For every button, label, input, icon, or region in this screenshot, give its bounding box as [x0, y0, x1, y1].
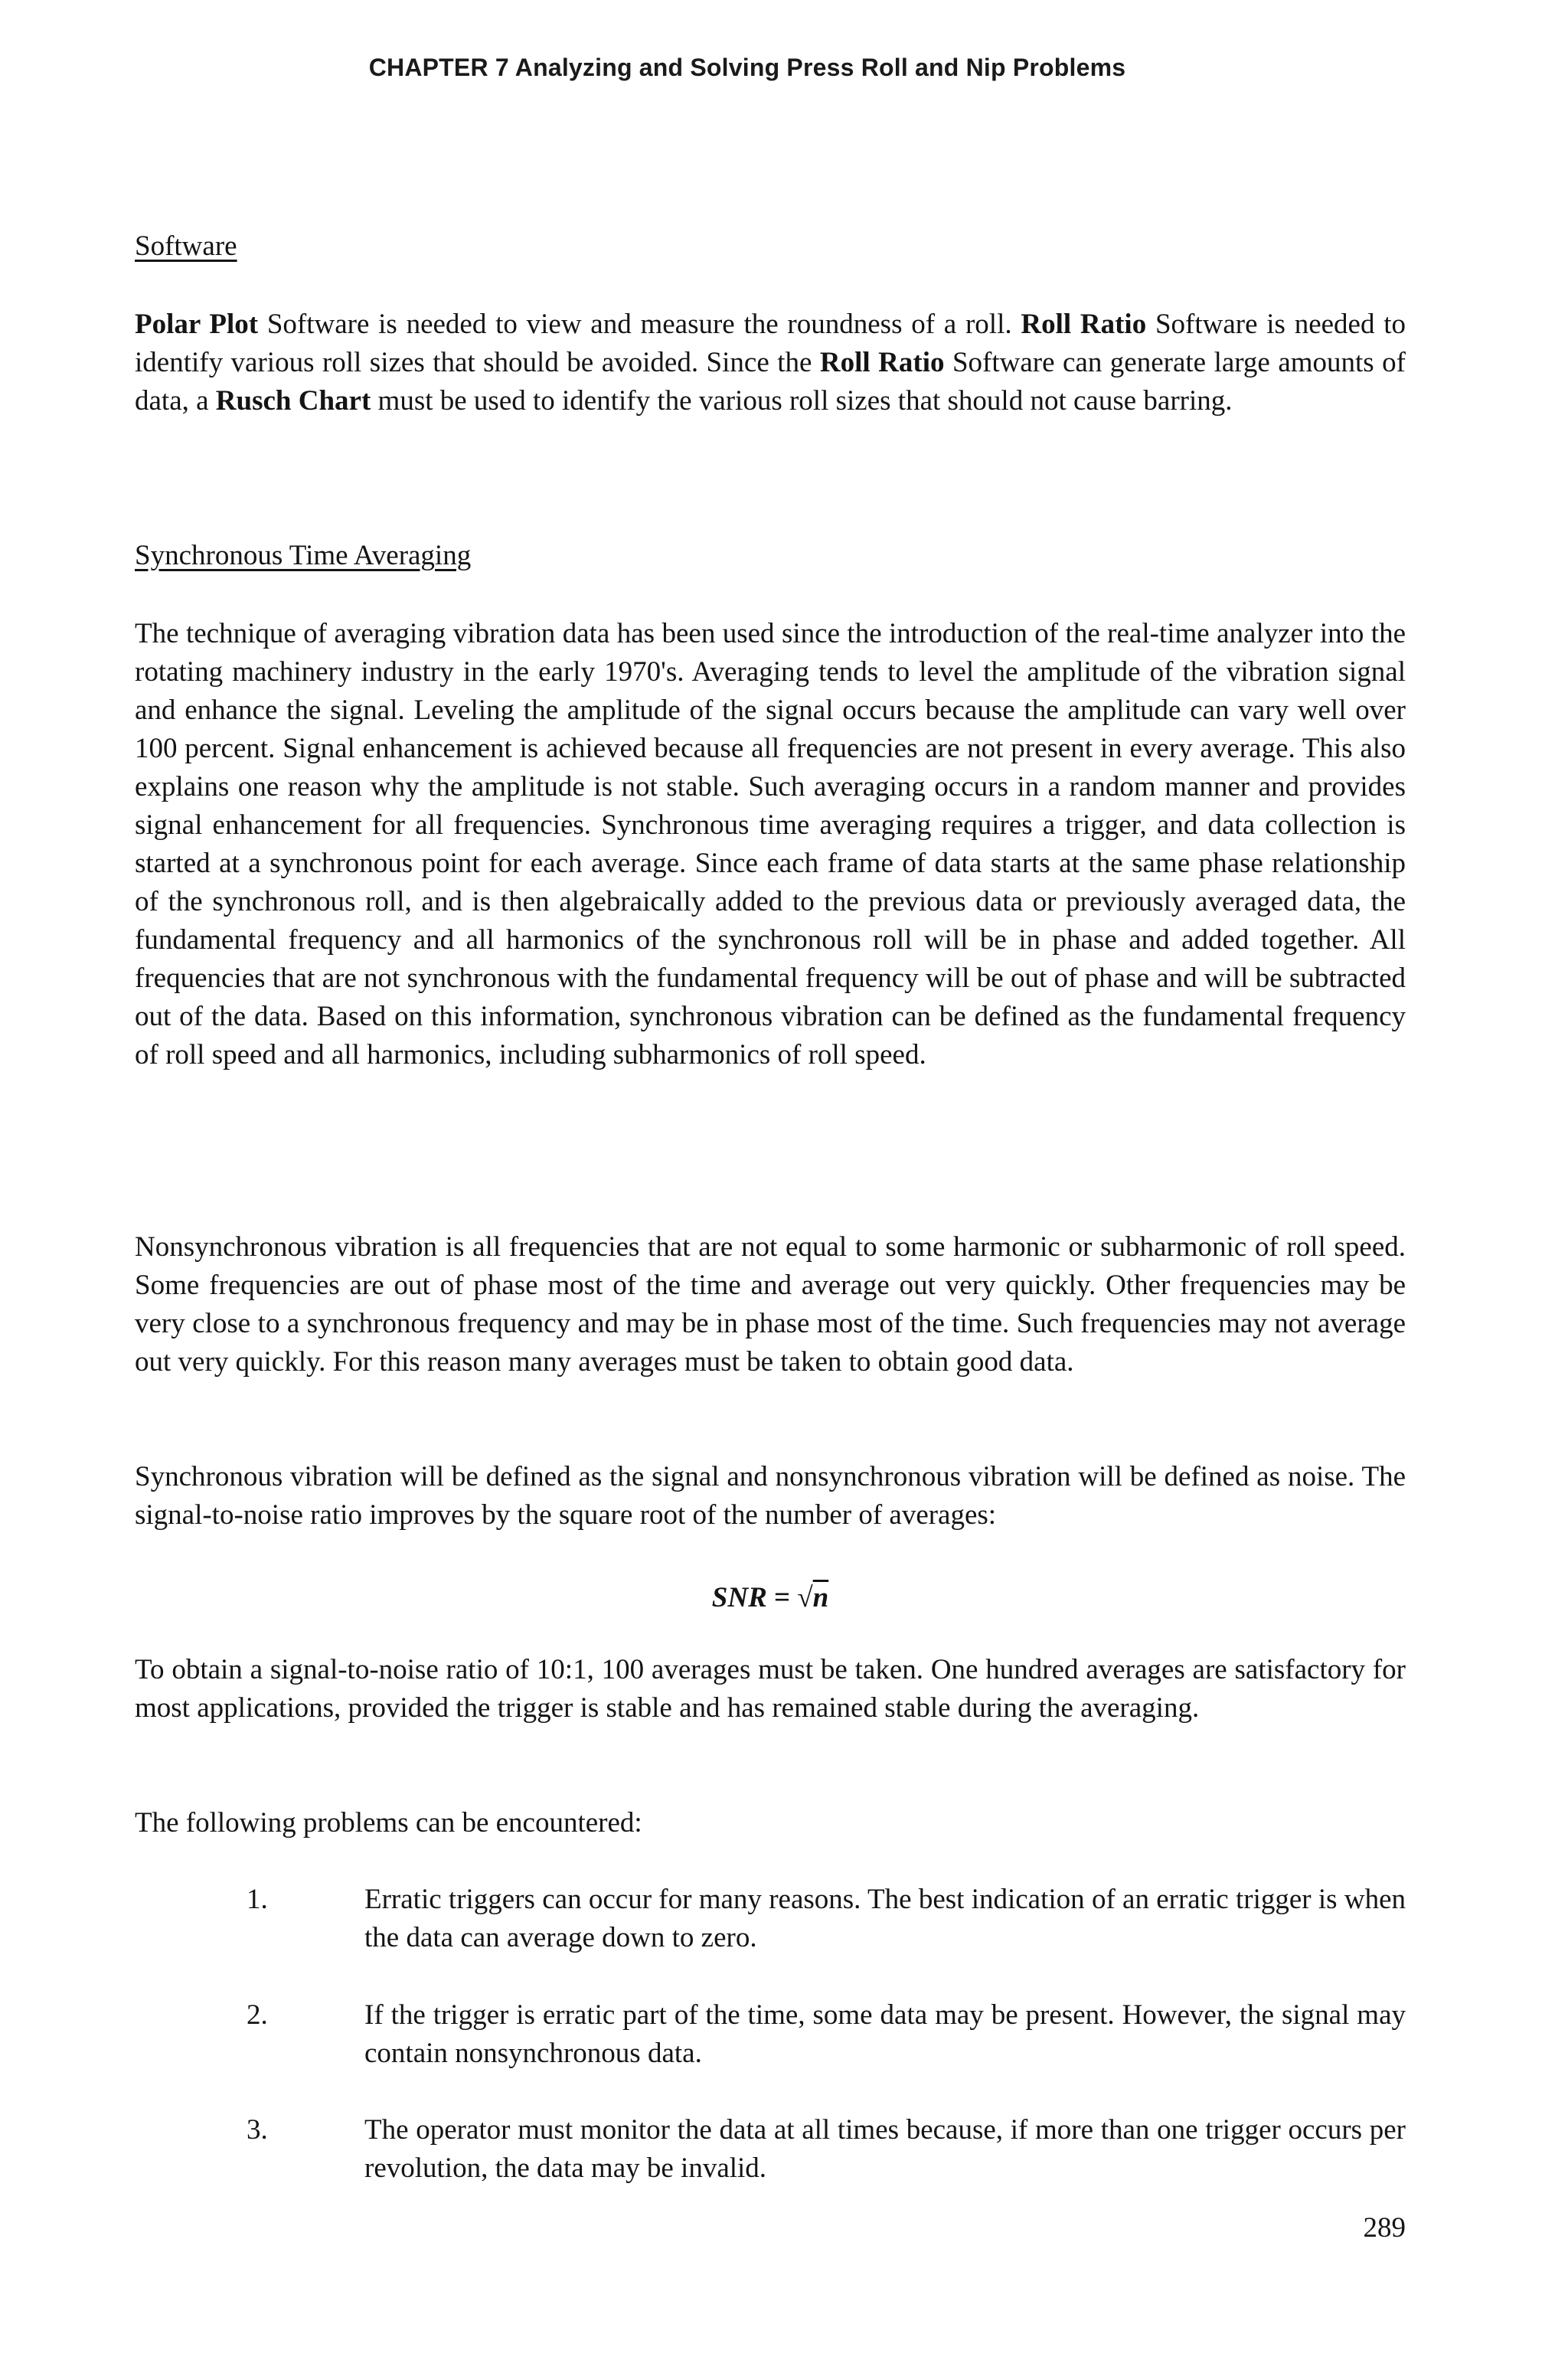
software-paragraph	[135, 306, 1406, 420]
sta-paragraph-5: The following problems can be encountered:	[135, 1807, 642, 1839]
document-page	[135, 0, 1406, 2373]
list-item-number: 1.	[247, 1884, 268, 1915]
running-head: CHAPTER 7 Analyzing and Solving Press Roll and Nip Problems	[368, 54, 1126, 81]
formula-equals: =	[774, 1582, 791, 1613]
sta-paragraph-4: To obtain a signal-to-noise ratio of 10:1, 100 averages must be taken. One hundred averages are satisfactory for most applications, provided the trigger is stable and has remained stable during the averaging.	[135, 1654, 1406, 1724]
software-text-1: Software is needed to view and measure the roundness of a roll.	[258, 309, 1021, 340]
term-roll-ratio-2: Roll Ratio	[819, 347, 945, 378]
section-heading-software: Software	[135, 230, 237, 262]
formula-radical: √	[797, 1582, 813, 1613]
software-text-3: Software can generate large amounts of data, a	[135, 347, 1406, 417]
list-item-text: Erratic triggers can occur for many reasons. The best indication of an erratic trigger is when the data can average down to zero.	[364, 1884, 1406, 1953]
list-item-text: The operator must monitor the data at all times because, if more than one trigger occurs per revolution, the data may be invalid.	[364, 2114, 1406, 2184]
list-item-number: 3.	[247, 2114, 268, 2146]
sta-paragraph-1: The technique of averaging vibration data has been used since the introduction of the real-time analyzer into the rotating machinery industry in the early 1970's. Averaging tends to level the amplitude of the vibration signal and enhance the signal. Leveling the amplitude of the signal occurs because the amplitude can vary well over 100 percent. Signal enhancement is achieved because all frequencies are not present in every average. This also explains one reason why the amplitude is not stable. Such averaging occurs in a random manner and provides signal enhancement for all frequencies. Synchronous time averaging requires a trigger, and data collection is started at a synchronous point for each average. Since each frame of data starts at the same phase relationship of the synchronous roll, and is then algebraically added to the previous data or previously averaged data, the fundamental frequency and all harmonics of the synchronous roll will be in phase and added together. All frequencies that are not synchronous with the fundamental frequency will be out of phase and will be subtracted out of the data. Based on this information, synchronous vibration can be defined as the fundamental frequency of roll speed and all harmonics, including subharmonics of roll speed.	[135, 618, 1406, 1070]
term-roll-ratio: Roll Ratio	[1021, 309, 1147, 340]
snr-formula	[135, 1581, 1406, 1614]
page-number: 289	[1363, 2212, 1406, 2244]
term-polar-plot: Polar Plot	[135, 309, 259, 340]
term-rusch-chart: Rusch Chart	[215, 385, 371, 417]
list-item-text: If the trigger is erratic part of the time, some data may be present. However, the signal may contain nonsynchronous data.	[364, 1999, 1406, 2069]
formula-variable: n	[812, 1582, 829, 1613]
sta-paragraph-3: Synchronous vibration will be defined as the signal and nonsynchronous vibration will be defined as noise. The signal-to-noise ratio improves by the square root of the number of averages:	[135, 1461, 1406, 1531]
software-text-2: Software is needed to identify various roll sizes that should be avoided. Since the	[135, 309, 1406, 378]
section-heading-synchronous-time-averaging: Synchronous Time Averaging	[135, 540, 472, 571]
formula-lhs: SNR	[711, 1582, 767, 1613]
software-text-4: must be used to identify the various roll sizes that should not cause barring.	[371, 385, 1233, 417]
sta-paragraph-2: Nonsynchronous vibration is all frequencies that are not equal to some harmonic or subharmonic of roll speed. Some frequencies are out of phase most of the time and average out very quickly. Other frequencies may be very close to a synchronous frequency and may be in phase most of the time. Such frequencies may not average out very quickly. For this reason many averages must be taken to obtain good data.	[135, 1231, 1406, 1378]
list-item-number: 2.	[247, 1999, 268, 2031]
